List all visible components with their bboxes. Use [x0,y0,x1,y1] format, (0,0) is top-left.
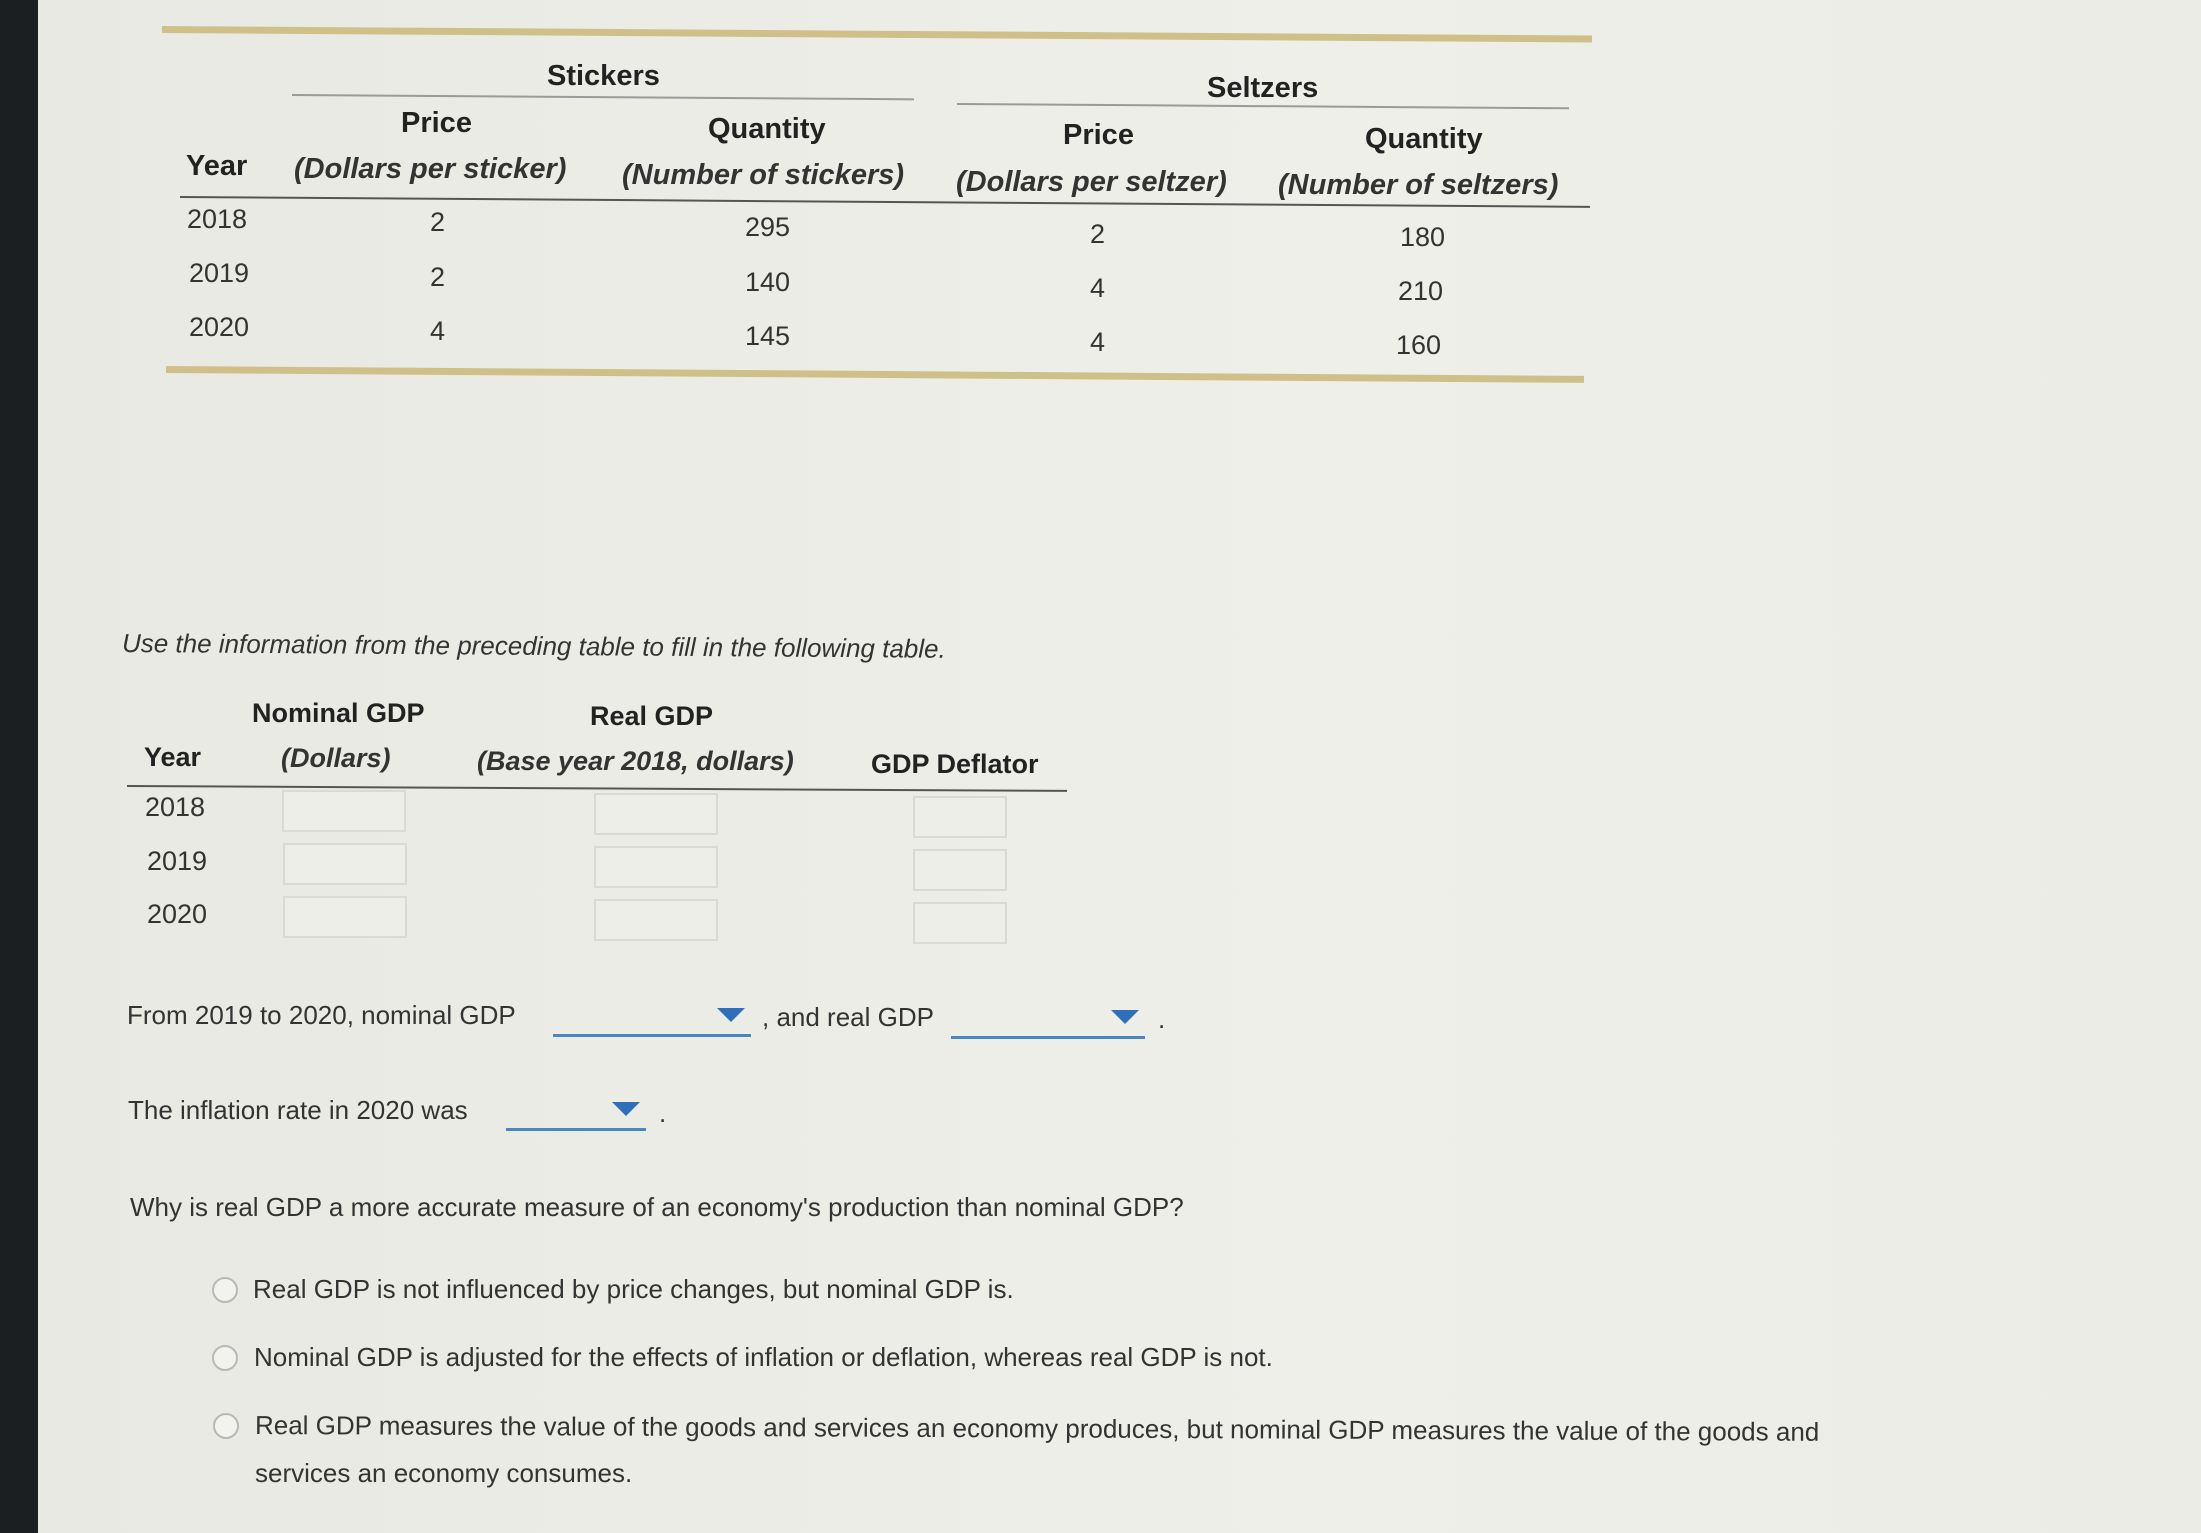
real-gdp-2018-input[interactable] [594,793,718,835]
option-radio-1[interactable] [212,1277,238,1303]
nominal-gdp-change-dropdown[interactable] [553,998,751,1037]
row-year: 2019 [189,258,250,288]
instruction-text: Use the information from the preceding table to fill in the following table. [121,628,946,664]
nominal-gdp-2018-input[interactable] [282,790,406,832]
row-year: 2020 [189,312,250,342]
option-label-2[interactable]: Nominal GDP is adjusted for the effects of inflation or deflation, whereas real GDP is not. [254,1342,1273,1372]
row-sticker-price: 2 [430,207,446,237]
row-sticker-price: 4 [430,316,446,346]
header-seltzer-quantity: Quantity [1365,123,1483,155]
gdp-deflator-2020-input[interactable] [913,902,1007,944]
q2-end: . [659,1098,667,1128]
row-sticker-qty: 145 [745,321,791,351]
option-radio-2[interactable] [212,1345,238,1371]
group-header-seltzers: Seltzers [1207,72,1319,104]
header-sticker-quantity: Quantity [708,113,826,145]
header-seltzer-price: Price [1063,119,1134,151]
row-sticker-qty: 140 [745,267,791,297]
q1-prefix: From 2019 to 2020, nominal GDP [127,1000,516,1030]
q2-prefix: The inflation rate in 2020 was [128,1095,468,1125]
header-real-gdp: Real GDP [590,701,714,731]
row-seltzer-qty: 210 [1398,276,1444,306]
nominal-gdp-2020-input[interactable] [283,896,407,938]
header-year: Year [186,150,248,182]
nominal-gdp-2019-input[interactable] [283,843,407,885]
gdp-deflator-2019-input[interactable] [913,849,1007,891]
q3-question: Why is real GDP a more accurate measure of an economy's production than nominal GDP? [130,1192,1184,1222]
real-gdp-2020-input[interactable] [594,899,718,941]
option-label-3[interactable]: Real GDP measures the value of the goods and services an economy produces, but nominal GDP measures the value of the goods and [254,1410,1820,1447]
real-gdp-2019-input[interactable] [594,846,718,888]
option-radio-3[interactable] [213,1413,239,1439]
header-nominal-gdp: Nominal GDP [252,698,425,728]
row-seltzer-qty: 160 [1396,330,1442,360]
header-nominal-unit: (Dollars) [281,743,391,773]
header-year-2: Year [144,742,202,772]
gdp-deflator-2018-input[interactable] [913,796,1007,838]
gdp-row-year: 2020 [147,899,208,929]
group-header-stickers: Stickers [547,60,660,92]
header-sticker-price: Price [401,107,472,139]
row-year: 2018 [187,204,248,234]
q1-end: . [1158,1004,1166,1034]
row-seltzer-price: 2 [1090,219,1106,249]
gdp-row-year: 2019 [147,846,208,876]
real-gdp-change-dropdown[interactable] [951,1000,1145,1039]
option-label-1[interactable]: Real GDP is not influenced by price changes, but nominal GDP is. [253,1274,1014,1304]
row-sticker-qty: 295 [745,212,791,242]
header-sticker-quantity-unit: (Number of stickers) [622,159,905,191]
header-sticker-price-unit: (Dollars per sticker) [294,153,567,185]
header-real-unit: (Base year 2018, dollars) [477,746,794,776]
screen-bezel [0,0,38,1533]
gdp-row-year: 2018 [145,792,206,822]
row-sticker-price: 2 [430,262,446,292]
inflation-rate-dropdown[interactable] [506,1092,646,1131]
chevron-down-icon [717,1008,745,1022]
header-seltzer-quantity-unit: (Number of seltzers) [1278,169,1559,201]
row-seltzer-qty: 180 [1400,222,1446,252]
header-seltzer-price-unit: (Dollars per seltzer) [956,166,1227,198]
option-label-3-continued[interactable]: services an economy consumes. [255,1458,633,1488]
row-seltzer-price: 4 [1090,273,1106,303]
chevron-down-icon [1111,1010,1139,1024]
row-seltzer-price: 4 [1090,327,1106,357]
q1-middle: , and real GDP [762,1002,934,1032]
header-gdp-deflator: GDP Deflator [871,749,1039,779]
chevron-down-icon [612,1102,640,1116]
